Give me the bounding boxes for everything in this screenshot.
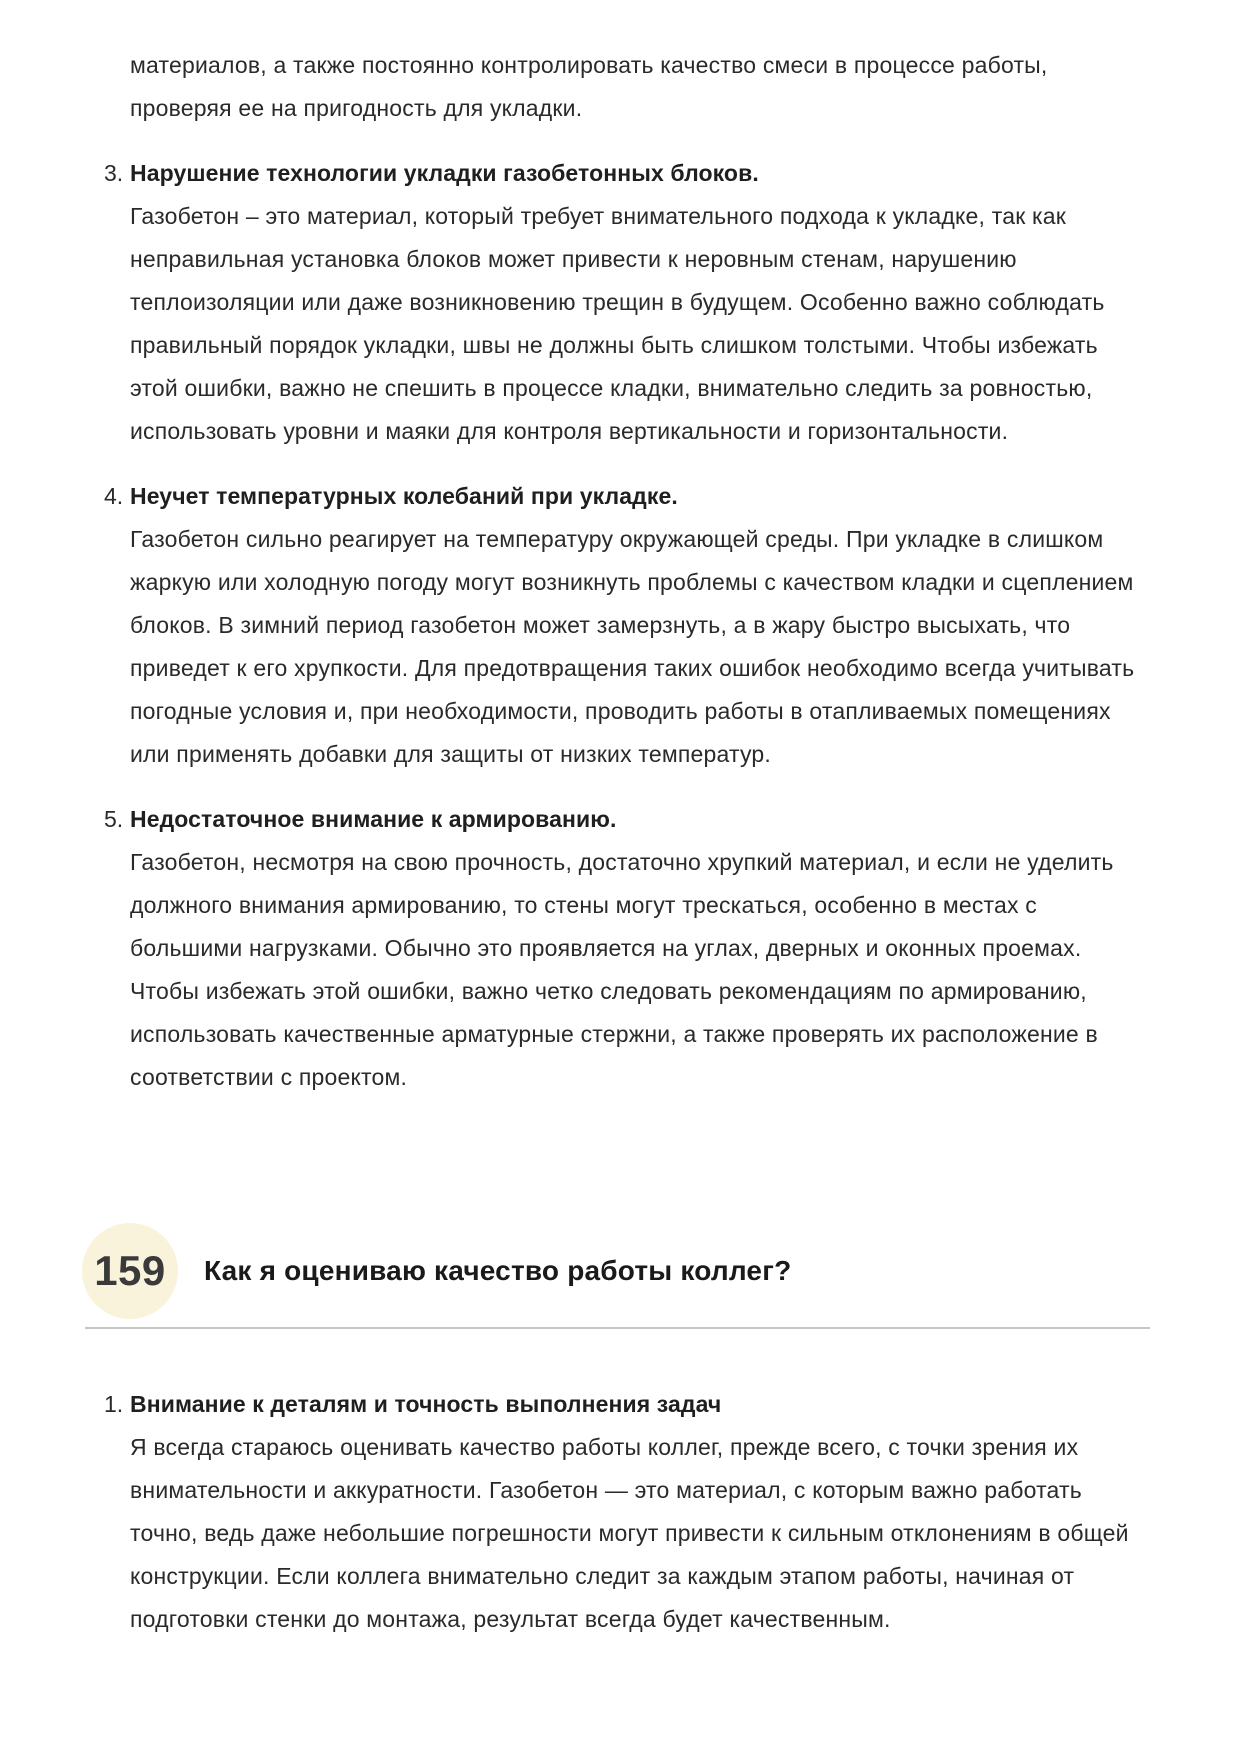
item-content [130, 1383, 1135, 1641]
item-title: Неучет температурных колебаний при укладке. [130, 483, 678, 509]
section-title: Как я оцениваю качество работы коллег? [204, 1255, 792, 1286]
list-item [104, 152, 1135, 453]
numbered-list-top [104, 152, 1135, 1099]
numbered-list-bottom [104, 1383, 1135, 1641]
item-number: 5. [104, 806, 124, 832]
item-title: Нарушение технологии укладки газобетонных блоков. [130, 160, 759, 186]
list-item [104, 1383, 1135, 1641]
list-item [104, 475, 1135, 776]
item-content [130, 798, 1135, 1099]
item-body: Газобетон, несмотря на свою прочность, достаточно хрупкий материал, и если не уделить должного внимания армированию, то стены могут трескаться, особенно в местах с большими нагрузками. Обычно это проявляется на углах, дверных и оконных проемах. Чтобы избежать этой ошибки, важно четко следовать рекомендациям по армированию, использовать качественные арматурные стержни, а также проверять их расположение в соответствии с проектом. [130, 849, 1114, 1090]
item-body: Я всегда стараюсь оценивать качество работы коллег, прежде всего, с точки зрения их внимательности и аккуратности. Газобетон — это материал, с которым важно работать точно, ведь даже небольшие погрешности могут привести к сильным отклонениям в общей конструкции. Если коллега внимательно следит за каждым этапом работы, начиная от подготовки стенки до монтажа, результат всегда будет качественным. [130, 1434, 1129, 1632]
section-header [82, 1223, 1135, 1319]
item-title: Недостаточное внимание к армированию. [130, 806, 617, 832]
section-number-badge: 159 [82, 1223, 178, 1319]
list-item [104, 798, 1135, 1099]
item-body: Газобетон сильно реагирует на температуру окружающей среды. При укладке в слишком жаркую или холодную погоду могут возникнуть проблемы с качеством кладки и сцеплением блоков. В зимний период газобетон может замерзнуть, а в жару быстро высыхать, что приведет к его хрупкости. Для предотвращения таких ошибок необходимо всегда учитывать погодные условия и, при необходимости, проводить работы в отапливаемых помещениях или применять добавки для защиты от низких температур. [130, 526, 1135, 767]
item-title: Внимание к деталям и точность выполнения задач [130, 1391, 722, 1417]
section-divider [85, 1327, 1150, 1329]
item-number: 4. [104, 483, 124, 509]
item-number: 3. [104, 160, 124, 186]
item-content [130, 475, 1135, 776]
item-body: Газобетон – это материал, который требует внимательного подхода к укладке, так как неправильная установка блоков может привести к неровным стенам, нарушению теплоизоляции или даже возникновению трещин в будущем. Особенно важно соблюдать правильный порядок укладки, швы не должны быть слишком толстыми. Чтобы избежать этой ошибки, важно не спешить в процессе кладки, внимательно следить за ровностью, использовать уровни и маяки для контроля вертикальности и горизонтальности. [130, 203, 1105, 444]
intro-continuation-paragraph: материалов, а также постоянно контролировать качество смеси в процессе работы, проверяя ее на пригодность для укладки. [130, 52, 1048, 121]
item-content [130, 152, 1135, 453]
item-number: 1. [104, 1391, 124, 1417]
